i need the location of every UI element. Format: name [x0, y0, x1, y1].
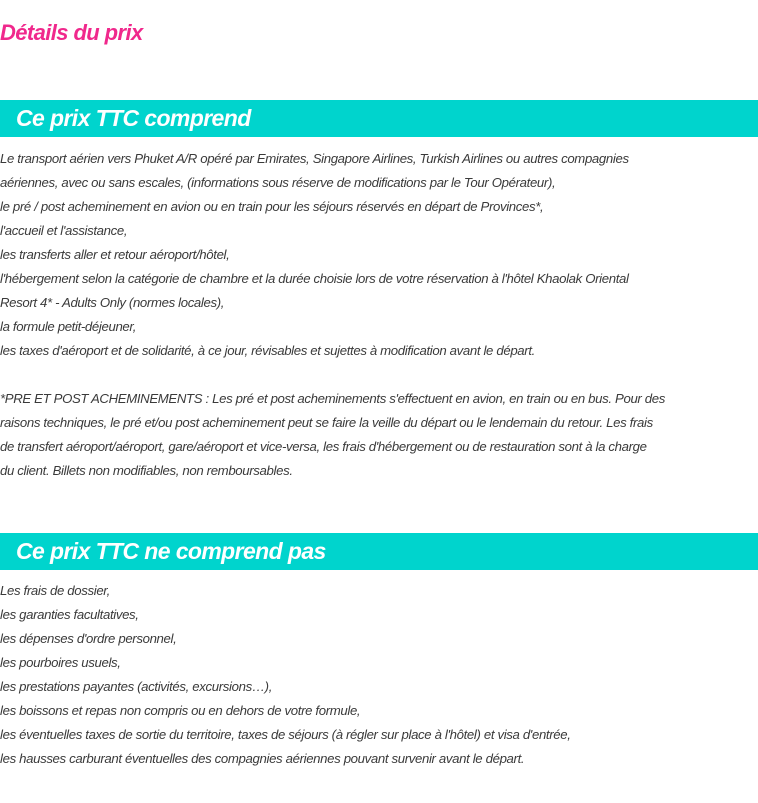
included-line: Resort 4* - Adults Only (normes locales),: [0, 295, 225, 310]
excluded-line: les hausses carburant éventuelles des compagnies aériennes pouvant survenir avant le départ.: [0, 751, 525, 766]
excluded-line: les boissons et repas non compris ou en dehors de votre formule,: [0, 703, 361, 718]
included-line: aériennes, avec ou sans escales, (informations sous réserve de modifications par le Tour Opérateur),: [0, 175, 556, 190]
included-line: le pré / post acheminement en avion ou en train pour les séjours réservés en départ de Provinces*,: [0, 199, 544, 214]
excluded-line: les garanties facultatives,: [0, 607, 139, 622]
excluded-line: Les frais de dossier,: [0, 583, 110, 598]
excluded-line: les prestations payantes (activités, excursions…),: [0, 679, 273, 694]
excluded-line: les dépenses d'ordre personnel,: [0, 631, 177, 646]
excluded-heading: Ce prix TTC ne comprend pas: [0, 533, 758, 570]
included-heading: Ce prix TTC comprend: [0, 100, 758, 137]
acheminement-note-line: de transfert aéroport/aéroport, gare/aéroport et vice-versa, les frais d'hébergement ou de restauration sont à la charge: [0, 439, 647, 454]
included-line: l'accueil et l'assistance,: [0, 223, 128, 238]
included-line: la formule petit-déjeuner,: [0, 319, 137, 334]
acheminement-note-line: raisons techniques, le pré et/ou post acheminement peut se faire la veille du départ ou le lendemain du retour. Les frais: [0, 415, 653, 430]
included-line: les taxes d'aéroport et de solidarité, à ce jour, révisables et sujettes à modification avant le départ.: [0, 343, 535, 358]
excluded-list: [0, 579, 758, 771]
excluded-line: les éventuelles taxes de sortie du territoire, taxes de séjours (à régler sur place à l'hôtel) et visa d'entrée,: [0, 727, 571, 742]
excluded-line: les pourboires usuels,: [0, 655, 121, 670]
acheminement-note-line: du client. Billets non modifiables, non remboursables.: [0, 463, 293, 478]
acheminement-note-line: *PRE ET POST ACHEMINEMENTS : Les pré et post acheminements s'effectuent en avion, en train ou en bus. Pour des: [0, 391, 665, 406]
included-list: [0, 147, 758, 483]
included-line: l'hébergement selon la catégorie de chambre et la durée choisie lors de votre réservation à l'hôtel Khaolak Oriental: [0, 271, 629, 286]
page-title: Détails du prix: [0, 20, 143, 45]
included-line: les transferts aller et retour aéroport/hôtel,: [0, 247, 230, 262]
included-line: Le transport aérien vers Phuket A/R opéré par Emirates, Singapore Airlines, Turkish Airlines ou autres compagnies: [0, 151, 629, 166]
